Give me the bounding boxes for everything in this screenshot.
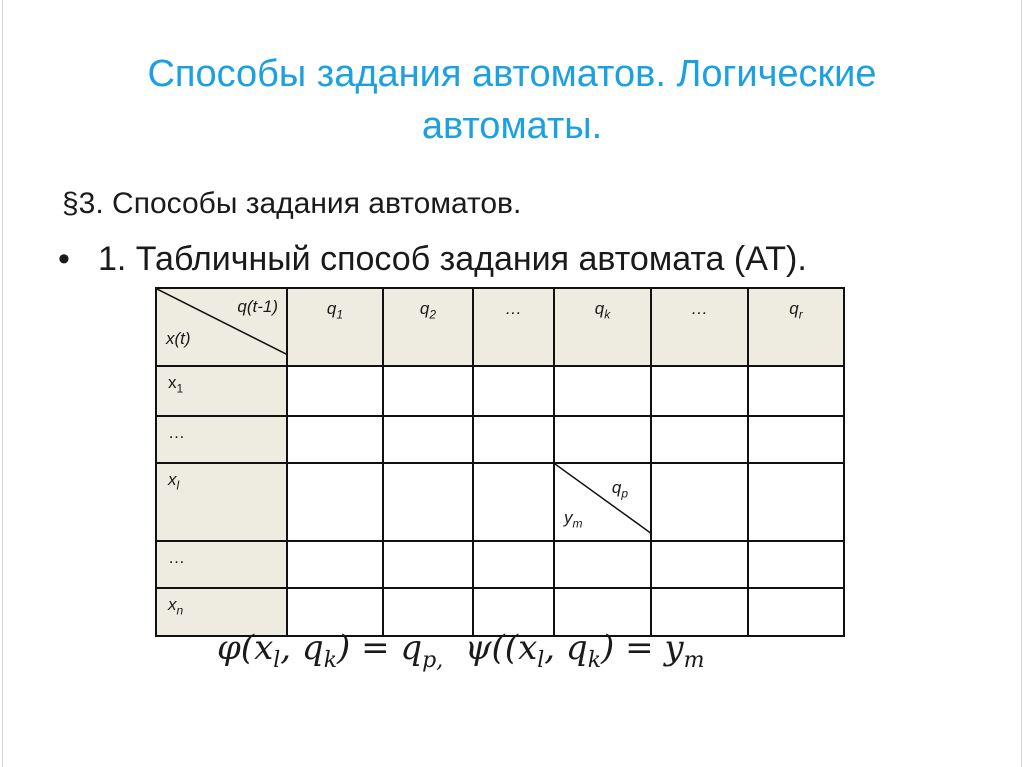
table-cell — [287, 416, 383, 463]
table-cell — [383, 541, 473, 588]
table-cell — [383, 366, 473, 416]
automaton-table — [155, 287, 845, 637]
column-header: $q_1$ — [287, 288, 383, 366]
table-cell — [651, 366, 748, 416]
table-cell — [287, 541, 383, 588]
table-cell — [748, 541, 844, 588]
table-cell — [473, 366, 554, 416]
column-header: $q_2$ — [383, 288, 473, 366]
table-cell — [287, 366, 383, 416]
table-cell — [748, 366, 844, 416]
output-label: $y_m$ — [564, 508, 583, 531]
table-cell — [651, 541, 748, 588]
bullet-item — [58, 237, 807, 281]
table-header-row — [156, 288, 844, 366]
table-cell — [651, 416, 748, 463]
table-cell — [473, 541, 554, 588]
table-cell — [383, 416, 473, 463]
table-cell — [651, 463, 748, 541]
corner-state-label: q(t-1) — [237, 297, 278, 316]
table-cell — [554, 366, 651, 416]
table-cell — [473, 416, 554, 463]
next-state-label: $q_p$ — [611, 478, 628, 501]
bullet-text: 1. Табличный способ задания автомата (АТ). — [98, 240, 807, 278]
section-heading: §3. Способы задания автоматов. — [62, 187, 522, 220]
column-header: $q_r$ — [748, 288, 844, 366]
slide-title — [100, 48, 924, 152]
transition-output-cell — [554, 463, 651, 541]
column-header: … — [473, 288, 554, 366]
transition-formula: $\varphi(x_l$, $q_k) = q_{p,}$ $\psi((x_l$, $q_k) = y_m$ — [217, 628, 705, 673]
row-header: … — [156, 416, 287, 463]
table-row — [156, 541, 844, 588]
table-row — [156, 463, 844, 541]
slide-left-border — [2, 0, 3, 767]
table-cell — [748, 463, 844, 541]
row-header: $x_l$ — [156, 463, 287, 541]
column-header: … — [651, 288, 748, 366]
slide-right-border — [1021, 0, 1022, 767]
table-cell — [473, 463, 554, 541]
table-row — [156, 366, 844, 416]
title-line-1: Способы задания автоматов. Логические — [147, 53, 877, 95]
table-cell — [554, 416, 651, 463]
table-cell — [554, 541, 651, 588]
title-line-2: автоматы. — [421, 105, 603, 147]
table-cell — [383, 463, 473, 541]
row-header: $x_n$ — [156, 588, 287, 636]
table-cell — [287, 463, 383, 541]
row-header: … — [156, 541, 287, 588]
row-header: $x_1$ — [156, 366, 287, 416]
table-cell — [748, 416, 844, 463]
table-row — [156, 416, 844, 463]
bullet-dot-icon: • — [58, 240, 70, 278]
table-cell — [748, 588, 844, 636]
table-corner-cell — [156, 288, 287, 366]
column-header: $q_k$ — [554, 288, 651, 366]
corner-input-label: x(t) — [166, 329, 191, 348]
